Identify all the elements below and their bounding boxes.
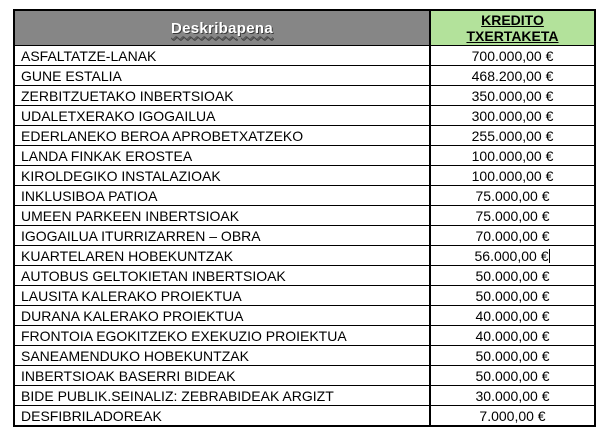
description-text: ASFALTATZE-LANAK xyxy=(21,47,157,64)
description-cell[interactable] xyxy=(14,86,430,106)
amount-text: 255.000,00 € xyxy=(471,127,554,144)
amount-text: 350.000,00 € xyxy=(471,87,554,104)
description-cell[interactable] xyxy=(14,326,430,346)
description-text: KIROLDEGIKO INSTALAZIOAK xyxy=(21,167,221,184)
amount-cell[interactable] xyxy=(430,86,595,106)
description-cell[interactable] xyxy=(14,306,430,326)
description-text: LANDA FINKAK EROSTEA xyxy=(21,147,193,164)
amount-text: 40.000,00 € xyxy=(475,327,550,344)
amount-cell[interactable] xyxy=(430,106,595,126)
amount-cell[interactable] xyxy=(430,246,595,266)
column-header-description-label: Deskribapena xyxy=(171,19,273,37)
table-row xyxy=(14,206,595,226)
amount-cell[interactable] xyxy=(430,266,595,286)
amount-cell[interactable] xyxy=(430,226,595,246)
table-row xyxy=(14,286,595,306)
credit-header-line2: TXERTAKETA xyxy=(466,28,559,44)
description-cell[interactable] xyxy=(14,206,430,226)
description-text: GUNE ESTALIA xyxy=(21,67,122,84)
description-cell[interactable] xyxy=(14,166,430,186)
description-cell[interactable] xyxy=(14,126,430,146)
table-row xyxy=(14,346,595,366)
description-text: INBERTSIOAK BASERRI BIDEAK xyxy=(21,367,236,384)
description-text: SANEAMENDUKO HOBEKUNTZAK xyxy=(21,347,249,364)
table-row xyxy=(14,186,595,206)
description-cell[interactable] xyxy=(14,66,430,86)
table-row xyxy=(14,126,595,146)
header-row xyxy=(14,10,595,46)
description-text: UMEEN PARKEEN INBERTSIOAK xyxy=(21,207,240,224)
description-cell[interactable] xyxy=(14,46,430,66)
table-row xyxy=(14,146,595,166)
table-row xyxy=(14,166,595,186)
description-cell[interactable] xyxy=(14,146,430,166)
table-row xyxy=(14,266,595,286)
amount-text: 56.000,00 € xyxy=(474,247,549,264)
amount-text: 50.000,00 € xyxy=(475,347,550,364)
amount-text: 50.000,00 € xyxy=(475,267,550,284)
description-cell[interactable] xyxy=(14,366,430,386)
column-header-credit[interactable] xyxy=(430,10,595,46)
amount-cell[interactable] xyxy=(430,306,595,326)
table-row xyxy=(14,366,595,386)
amount-cell[interactable] xyxy=(430,66,595,86)
table-row xyxy=(14,326,595,346)
amount-text: 30.000,00 € xyxy=(475,387,550,404)
description-cell[interactable] xyxy=(14,386,430,406)
description-text: INKLUSIBOA PATIOA xyxy=(21,187,158,204)
amount-text: 75.000,00 € xyxy=(475,207,550,224)
description-cell[interactable] xyxy=(14,286,430,306)
description-text: LAUSITA KALERAKO PROIEKTUA xyxy=(21,287,242,304)
credit-header-line1: KREDITO xyxy=(481,12,544,28)
table-row xyxy=(14,406,595,427)
description-cell[interactable] xyxy=(14,406,430,427)
description-text: KUARTELAREN HOBEKUNTZAK xyxy=(21,247,234,264)
description-text: AUTOBUS GELTOKIETAN INBERTSIOAK xyxy=(21,267,286,284)
amount-text: 70.000,00 € xyxy=(475,227,550,244)
amount-cell[interactable] xyxy=(430,206,595,226)
description-text: UDALETXERAKO IGOGAILUA xyxy=(21,107,216,124)
table-row xyxy=(14,306,595,326)
description-cell[interactable] xyxy=(14,106,430,126)
amount-text: 100.000,00 € xyxy=(471,167,554,184)
table-row xyxy=(14,226,595,246)
description-text: DESFIBRILADOREAK xyxy=(21,407,162,424)
description-cell[interactable] xyxy=(14,346,430,366)
description-text: FRONTOIA EGOKITZEKO EXEKUZIO PROIEKTUA xyxy=(21,327,347,344)
table-body xyxy=(14,46,595,427)
amount-cell[interactable] xyxy=(430,326,595,346)
table-row xyxy=(14,106,595,126)
description-cell[interactable] xyxy=(14,186,430,206)
amount-text: 7.000,00 € xyxy=(479,407,546,424)
description-text: BIDE PUBLIK.SEINALIZ: ZEBRABIDEAK ARGIZT xyxy=(21,387,334,404)
amount-cell[interactable] xyxy=(430,386,595,406)
amount-text: 75.000,00 € xyxy=(475,187,550,204)
amount-cell[interactable] xyxy=(430,126,595,146)
text-cursor xyxy=(549,249,550,263)
amount-cell[interactable] xyxy=(430,146,595,166)
amount-text: 468.200,00 € xyxy=(471,67,554,84)
amount-cell[interactable] xyxy=(430,186,595,206)
table-row xyxy=(14,386,595,406)
description-text: DURANA KALERAKO PROIEKTUA xyxy=(21,307,244,324)
description-text: EDERLANEKO BEROA APROBETXATZEKO xyxy=(21,127,304,144)
amount-cell[interactable] xyxy=(430,406,595,427)
budget-table xyxy=(13,9,596,427)
amount-cell[interactable] xyxy=(430,346,595,366)
description-cell[interactable] xyxy=(14,246,430,266)
amount-cell[interactable] xyxy=(430,46,595,66)
description-cell[interactable] xyxy=(14,226,430,246)
amount-text: 100.000,00 € xyxy=(471,147,554,164)
amount-text: 40.000,00 € xyxy=(475,307,550,324)
table-row xyxy=(14,246,595,266)
table-row xyxy=(14,46,595,66)
amount-text: 50.000,00 € xyxy=(475,287,550,304)
amount-text: 50.000,00 € xyxy=(475,367,550,384)
description-text: IGOGAILUA ITURRIZARREN – OBRA xyxy=(21,227,261,244)
amount-text: 700.000,00 € xyxy=(471,47,554,64)
amount-cell[interactable] xyxy=(430,166,595,186)
description-cell[interactable] xyxy=(14,266,430,286)
table-row xyxy=(14,66,595,86)
table-row xyxy=(14,86,595,106)
amount-text: 300.000,00 € xyxy=(471,107,554,124)
column-header-description[interactable] xyxy=(14,10,430,46)
description-text: ZERBITZUETAKO INBERTSIOAK xyxy=(21,87,234,104)
amount-cell[interactable] xyxy=(430,366,595,386)
amount-cell[interactable] xyxy=(430,286,595,306)
